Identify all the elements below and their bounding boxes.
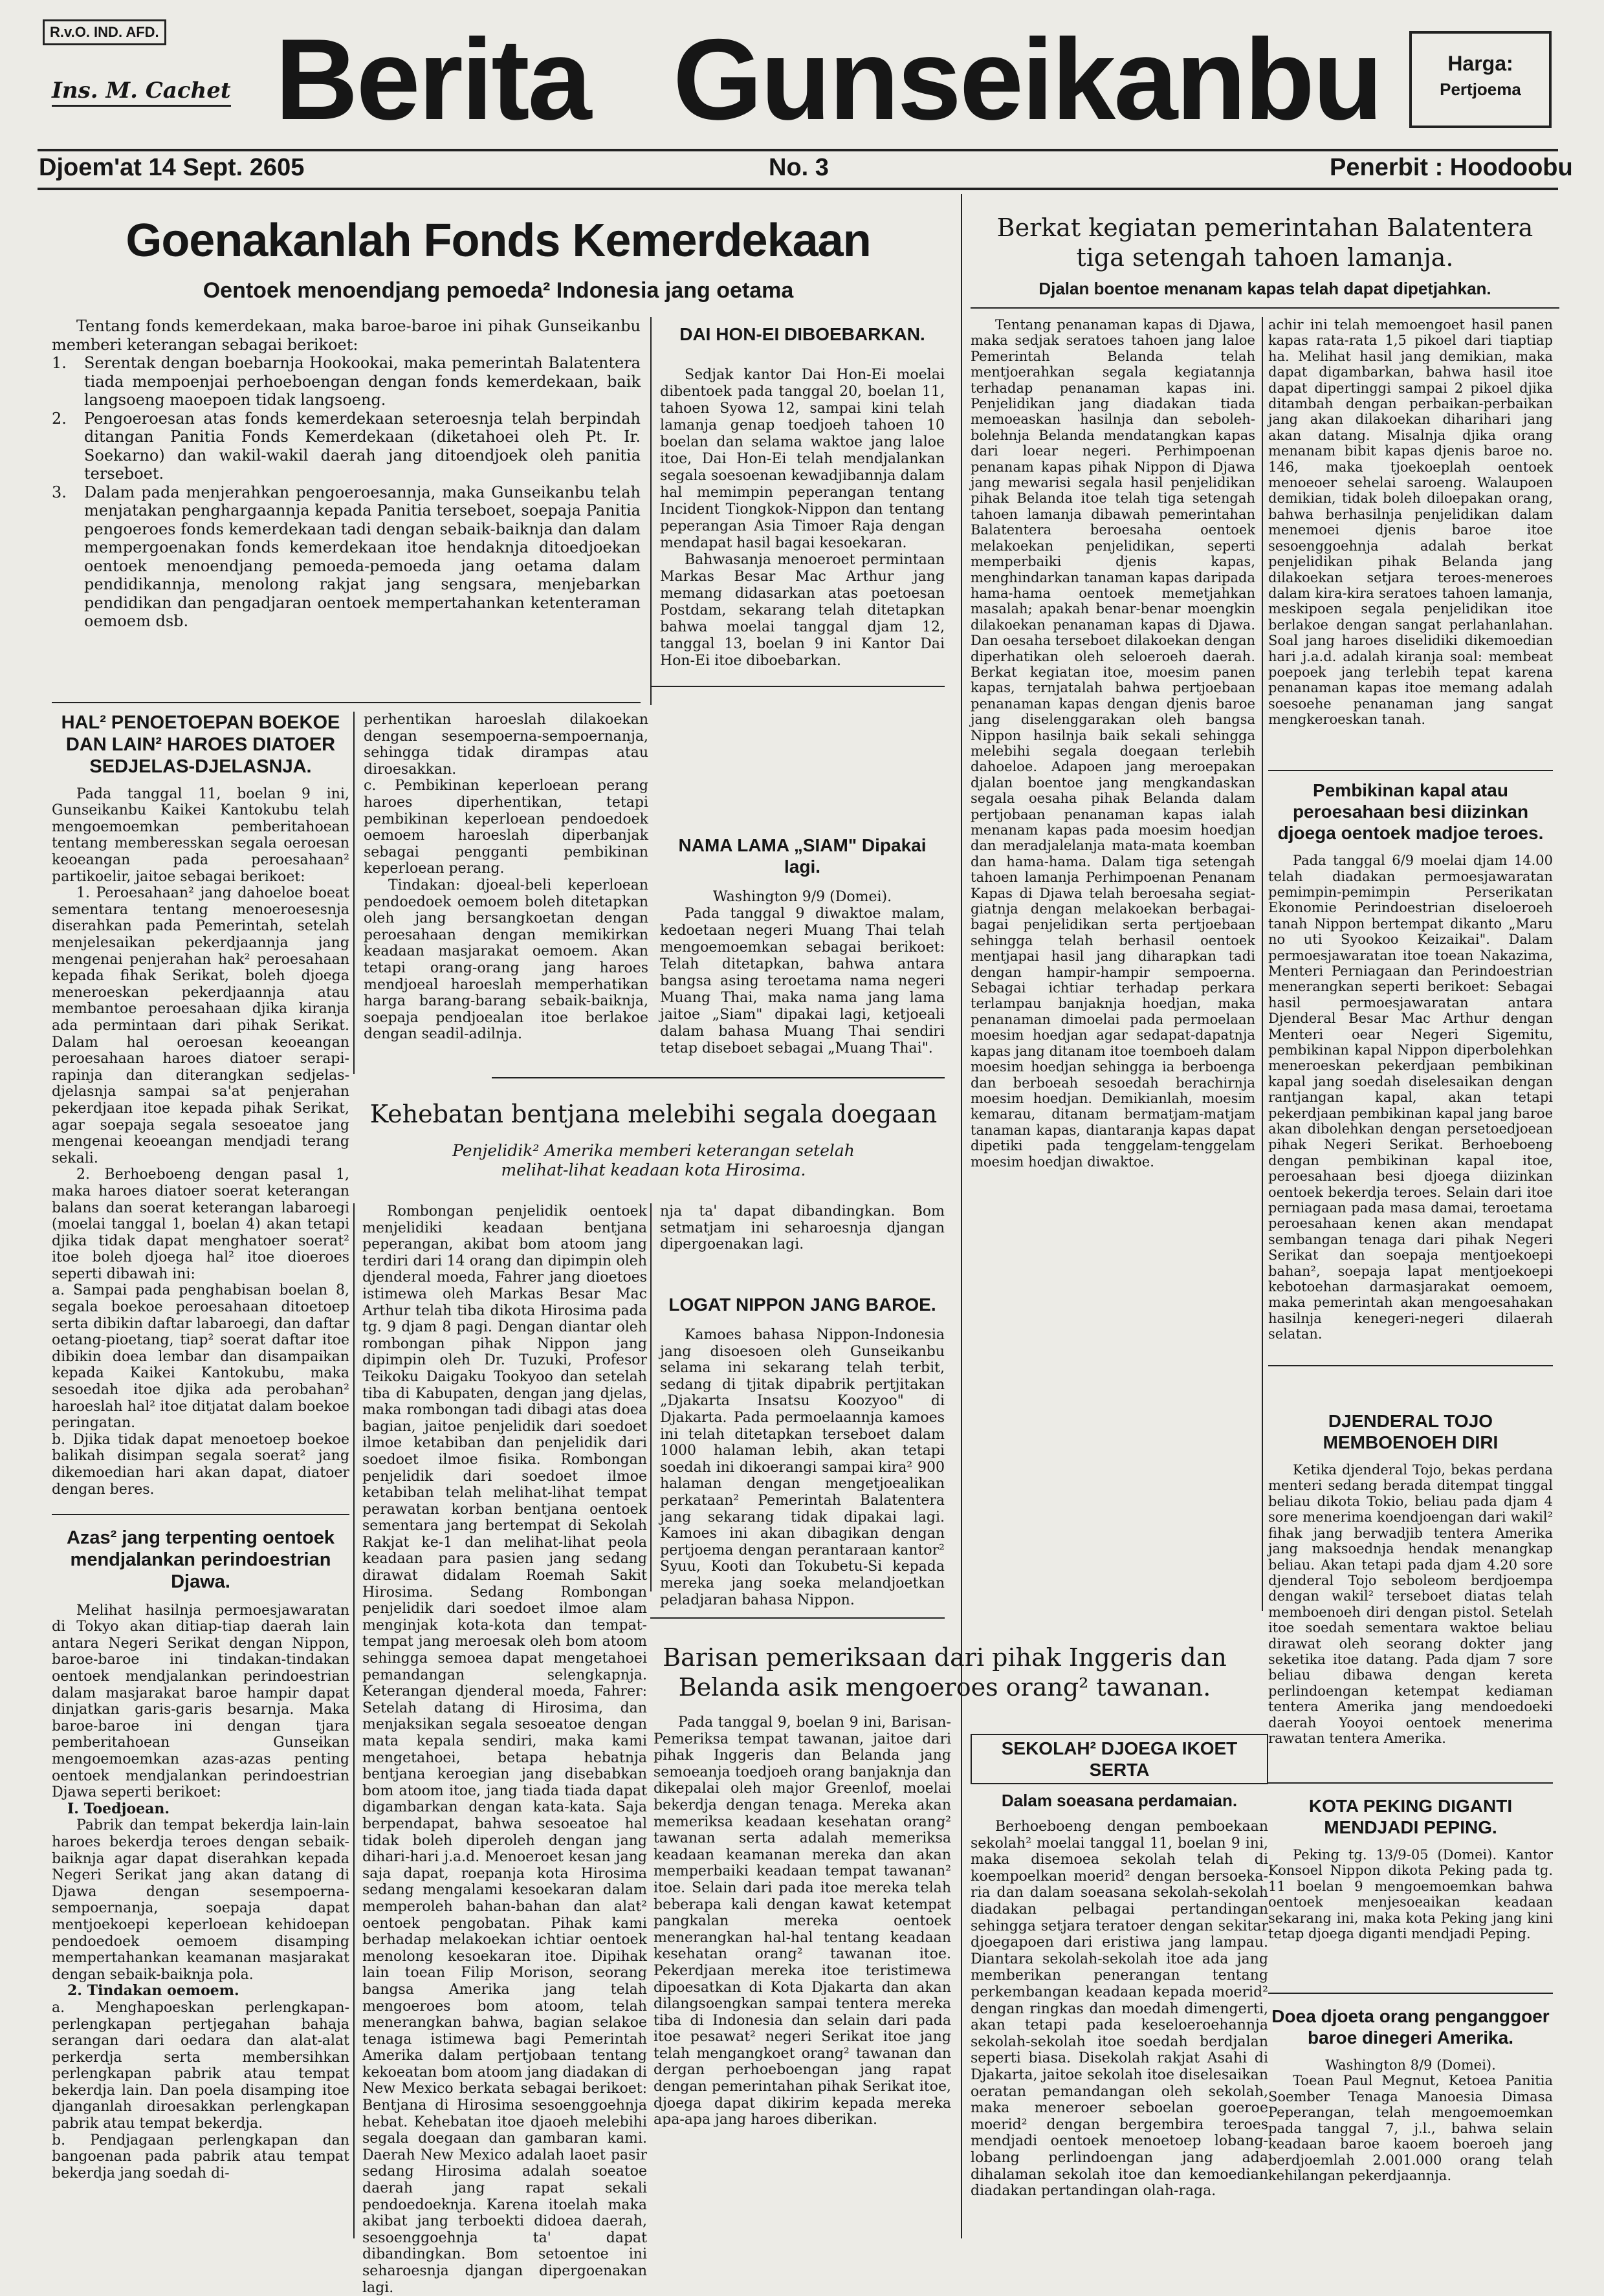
lead-intro: Tentang fonds kemerdekaan, maka baroe-baroe ini pihak Gunseikanbu memberi keterangan sebagai berikoet: bbox=[52, 317, 641, 354]
azas-b: b. Pendjagaan perlengkapan dan bangoenan pada pabrik atau tempat bekerdja jang soedah di- bbox=[52, 2132, 349, 2181]
peking-headline: KOTA PEKING DIGANTI MENDJADI PEPING. bbox=[1308, 1796, 1513, 1838]
penoetoepan-intro: Pada tanggal 11, boelan 9 ini, Gunseikanbu Kaikei Kantokubu telah mengoemoemkan pemberitahoean tentang memberesskan segala oeroesan keoeangan pada peroesahaan² partikoelir, jaitoe sebagai berikoet: bbox=[52, 785, 349, 885]
lead-subheadline: Oentoek menoendjang pemoeda² Indonesia jang oetama bbox=[203, 278, 794, 303]
lead-item-text: Serentak dengan boebarnja Hookookai, maka pemerintah Balatentera tiada mempoenjai perhoeboengan dengan fonds kemerdekaan, baik langsoeng maoepoen tidak langsoeng. bbox=[84, 354, 641, 409]
logat-body: Kamoes bahasa Nippon-Indonesia jang disoesoen oleh Gunseikanbu selama ini sekarang telah terbit, sedang di tjitak dipabrik pertjitakan „Djakarta Insatsu Koozyoo" di Djakarta. Pada permoelaannja kamoes ini telah ditetapkan terseboet dalam 1000 halaman lebih, akan tetapi soedah ini dikoerangi sampai kira² 900 halaman dengan mengetjoealikan perkataan² Pemerintah Balatentera jang sekarang tidak dipakai lagi. Kamoes ini akan dibagikan dengan pertjoema dengan perantaraan kantor² Syuu, Kooti dan Tokubetu-Si kepada mereka jang soeka melandjoetkan peladjaran bahasa Nippon. bbox=[660, 1327, 945, 1608]
stamp-signature: Ins. M. Cachet bbox=[52, 78, 231, 107]
hon-ei-article bbox=[660, 323, 945, 670]
lead-item-mark: 2. bbox=[52, 409, 67, 428]
azas-s2: 2. Tindakan oemoem. bbox=[67, 1982, 239, 2000]
kegiatan-col1 bbox=[971, 317, 1255, 1170]
peking-body: Peking tg. 13/9-05 (Domei). Kantor Konsoel Nippon dikota Peking pada tg. 11 boelan 9 mengoemoemkan bahwa oentoek menjesoeaikan keadaan sekarang ini, maka kota Peking jang kini tetap djoega diganti mendjadi Peping. bbox=[1268, 1847, 1553, 1942]
stamp-box bbox=[38, 14, 251, 111]
kegiatan-body: Tentang penanaman kapas di Djawa, maka sedjak seratoes tahoen jang laloe Pemerintah Belanda telah mentjoerahkan segala kegiatannja terhadap penanaman kapas ini. Penjelidikan jang diadakan tiada memoeaskan hasilnja dan seboleh-bolehnja Belanda mendatangkan kapas dari loear negeri. Perhimpoenan penanam kapas pihak Nippon di Djawa jang mewarisi segala hasil penjelidikan pihak Belanda itoe telah tiga setengah tahoen lamanja dibawah pemerintahan Balatentera beroesaha oentoek melakoekan penjelidikan, seperti memperbaiki djenis kapas, menghindarkan tanaman kapas daripada hama-hama oentoek memetjahkan masalah; apakah benar-benar moengkin dilakoekan penanaman kapas di Djawa. Dan oesaha terseboet dilakoekan dengan diperhatikan oleh seloeroeh daerah. Berkat kegiatan itoe, moesim panen kapas, ternjatalah bahwa pertjoebaan penanaman kapas dengan djenis baroe jang diselenggarakan oleh bangsa Nippon hasilnja baik sekali sehingga melebihi segala doegaan terlebih dahoeloe. Adapoen jang meroepakan djalan boentoe jang mengkandaskan segala oesaha pihak Belanda dalam pertjobaan penanaman kapas ialah menanam kapas pada moesim hoedjan dan meradjalelanja mata-mata koemban dan hama-hama. Dalam tiga setengah tahoen lamanja Perhimpoenan Penanam Kapas di Djawa telah beroesaha segiat-giatnja dengan melakoekan berbagai-bagai penjelidikan serta pertjoebaan sehingga telah berhasil oentoek mentjapai hasil jang diharapkan tadi dengan hampir-hampir sempoerna. Sebagai ichtiar terhadap perkara terlampau banjaknja hoedjan, maka penanaman dimoelai pada permoelaan moesim hoedjan agar sedapat-dapatnja kapas jang ditanam itoe toemboeh dalam moesim hoedjan sehingga ia berboenga dan berboeah sesoedah berachirnja moesim hoedjan. Demikianlah, moesim kemarau, ditanam bermatjam-matjam tanaman kapas, diantaranja kapas dapat dipetiki pada tenggelam-tenggelam moesim hoedjan diwaktoe. bbox=[971, 317, 1255, 1170]
barisan-article bbox=[654, 1643, 1236, 1702]
kapal-body: Pada tanggal 6/9 moelai djam 14.00 telah diadakan permoesjawaratan pemimpin-pemimpin Perserikatan Ekonomie Perindoestrian diseloeroeh tanah Nippon bertempat dikanto „Maru no uti Syookoo Keizaikai". Dalam permoesjawaratan itoe toean Nakazima, Menteri Perniagaan dan Perindoestrian menerangkan seperti berikoet: Sebagai hasil permoesjawaratan antara Djenderal Besar Mac Arthur dengan Menteri oear Negeri Sigemitu, pembikinan kapal Nippon diperbolehkan meneroeskan pekerdjaan pembikinan kapal jang soedah diselesaikan dengan rantjangan kapal, akan tetapi pekerdjaan pembikinan kapal jang baroe akan dibolehkan dengan persetoedjoean pihak Negeri Serikat. Berhoeboeng dengan pembikinan kapal itoe, peroesahaan besi djoega diizinkan oentoek bekerdja teroes. Selain dari itoe perniagaan pada masa damai, teroetama peroesahaan kenen akan mendapat sembangan tenaga dari pihak Negeri Serikat dan soepaja mentjoekoepi bahan², soepaja lapat mentjoekoepi kebotoehan darmasjarakat oemoem, maka pemerintah akan mengoesahakan hasilnja kenegeri-negeri dilaerah selatan. bbox=[1268, 853, 1553, 1342]
siam-dateline: Washington 9/9 (Domei). bbox=[712, 889, 892, 906]
hirosima-body-cont: nja ta' dapat dibandingkan. Bom setmatjam ini seharoesnja djangan dipergoenakan lagi. bbox=[660, 1203, 945, 1253]
lead-item-text: Dalam pada menjerahkan pengoeroesannja, maka Gunseikanbu telah menjatakan penghargaannja kepada Panitia terseboet, soepaja Panitia pengoeroes fonds kemerdekaan tadi dengan sebaik-baiknja dan dalam mempergoenakan fonds kemerdekaan itoe hendaknja ditoedjoekan oentoek menoendjang pemoeda-pemoeda jang oetama dalam pendidikannja, menolong rakjat jang sengsara, menjebarkan pendidikan dan pengadjaran oentoek mempertahankan ketenteraman oemoem dsb. bbox=[84, 483, 641, 630]
doea-body: Toean Paul Megnut, Ketoea Panitia Soember Tenaga Manoesia Dimasa Peperangan, telah mengoemoemkan pada tanggal 7, j.l., bahwa selain keadaan baroe kaoem boeroeh jang berdjoemlah 2.001.000 orang telah kehilangan pekerdjaannja. bbox=[1268, 2073, 1553, 2183]
sekolah-headline: SEKOLAH² DJOEGA IKOET SERTA bbox=[971, 1734, 1268, 1784]
siam-body: Pada tanggal 9 diwaktoe malam, kedoetaan negeri Muang Thai telah mengoemoemkan sebagai berikoet: Telah ditetapkan, bahwa antara bangsa asing teroetama nama negeri Muang Thai, maka nama jang lama jaitoe „Siam" dipakai lagi, ketjoeali dalam bahasa Muang Thai sendiri tetap diseboet sebagai „Muang Thai". bbox=[660, 906, 945, 1057]
stamp-line: R.v.O. IND. AFD. bbox=[43, 19, 166, 45]
tojo-article bbox=[1268, 1410, 1553, 1746]
lead-item-mark: 1. bbox=[52, 354, 67, 372]
penoetoepan-a: a. Sampai pada penghabisan boelan 8, segala boekoe peroesahaan ditoetoep serta dibikin daftar labaroegi, dan daftar oetang-pioetang, tiap² soerat daftar itoe dibikin doea lembar dan disampaikan kepada Kaikei Kantokubu, maka sesoedah itoe djika ada perobahan² haroeslah hal² itoe ditjatat dalam boekoe peringatan. bbox=[52, 1282, 349, 1432]
issue-date: Djoem'at 14 Sept. 2605 bbox=[39, 154, 305, 181]
azas-intro: Melihat hasilnja permoesjawaratan di Tokyo akan ditiap-tiap daerah lain antara Negeri Serikat dengan Nippon, baroe-baroe ini tindakan-tindakan oentoek mendjalankan perindoestrian dalam masjarakat baroe hampir dapat dinjatkan garis-garis besarnja. Maka baroe-baroe ini dengan tjara pemberitahoean Gunseikan mengoemoemkan azas-azas penting oentoek mendjalankan perindoestrian Djawa seperti berikoet: bbox=[52, 1602, 349, 1801]
azas-s1-body: Pabrik dan tempat bekerdja lain-lain haroes bekerdja teroes dengan sebaik-baiknja agar dapat diserahkan kepada Negeri Serikat jang akan datang di Djawa dengan sesempoerna-sempoernanja, soepaja dapat mentjoekoepi keperloean kehidoepan pendoedoek oemoem disamping mempertahankan keamanan masjarakat dengan sebaik-baiknja pola. bbox=[52, 1817, 349, 1983]
penoetoepan-headline: HAL² PENOETOEPAN BOEKOE DAN LAIN² HAROES DIATOER SEDJELAS-DJELASNJA. bbox=[61, 712, 340, 778]
kegiatan-headline: Berkat kegiatan pemerintahan Balatentera tiga setengah tahoen lamanja. bbox=[996, 213, 1533, 272]
kegiatan-subheadline: Djalan boentoe menanam kapas telah dapat dipetjahkan. bbox=[1038, 279, 1491, 299]
peking-article bbox=[1268, 1795, 1553, 1942]
masthead-title-left: Berita bbox=[275, 15, 590, 144]
penoetoepan-col2 bbox=[364, 712, 648, 1043]
azas-article bbox=[52, 1527, 349, 2181]
azas-headline: Azas² jang terpenting oentoek mendjalankan perindoestrian Djawa. bbox=[66, 1527, 335, 1593]
lead-item-mark: 3. bbox=[52, 483, 67, 501]
price-box bbox=[1409, 31, 1552, 128]
azas-a: a. Menghapoeskan perlengkapan-perlengkapan pertjegahan bahaja serangan dari oedara dan alat-alat perkerdja serta membersihkan perlengkapan pabrik atau tempat bekerdja lain. Dan poela disamping itoe djanganlah diroesakkan perlengkapan pabrik atau tempat bekerdja. bbox=[52, 1999, 349, 2132]
doea-article bbox=[1268, 2006, 1553, 2183]
sekolah-body: Berhoeboeng dengan pemboekaan sekolah² moelai tanggal 11, boelan 9 ini, maka disemoea sekolah telah di koempoelkan moerid² dengan bersoeka-ria dan dalam soeasana sekolah-sekolah diadakan pelbagai pertandingan sehingga setjara teratoer dengan sekitar djoegapoen dari eristiwa jang lampau. Diantara sekolah-sekolah itoe ada jang memberikan penerangan tentang perkembangan keadaan kepada moerid² dengan ringkas dan moedah dimengerti, akan tetapi pada keseloeroehannja sekolah-sekolah itoe soedah berdjalan seperti biasa. Disekolah rakjat Asahi di Djakarta, jaitoe sekolah itoe diselesaikan oeratan pemandangan oleh sekolah, maka meneroer seboelan goeroe moerid² dengan bergembira teroes mendjadi oentoek menoetoep lobang-lobang perlindoengan jang ada dihalaman sekolah itoe dan kemoedian diadakan pertandingan olah-raga. bbox=[971, 1819, 1268, 2200]
publisher: Penerbit : Hoodoobu bbox=[1330, 154, 1573, 181]
hirosima-headline: Kehebatan bentjana melebihi segala doegaan bbox=[369, 1100, 938, 1128]
hirosima-subheadline: Penjelidik² Amerika memberi keterangan setelah melihat-lihat keadaan kota Hirosima. bbox=[452, 1141, 855, 1179]
doea-dateline: Washington 8/9 (Domei). bbox=[1325, 2057, 1496, 2073]
lead-item bbox=[52, 354, 641, 410]
issue-number: No. 3 bbox=[769, 154, 829, 181]
kapal-article bbox=[1268, 780, 1553, 1342]
hon-ei-paragraph: Sedjak kantor Dai Hon-Ei moelai dibentoek pada tanggal 20, boelan 11, tahoen Syowa 12, sampai kini telah lamanja genap toedjoeh tahoen 10 boelan dan selama waktoe jang laloe itoe, Dai Hon-Ei telah mendjalankan segala soesoenan kewadjibannja dalam hal memimpin peperangan tentang Incident Tiongkok-Nippon dan tentang peperangan Asia Timoer Raja dengan mendapat hasil bagai kesoekaran. bbox=[660, 367, 945, 552]
doea-headline: Doea djoeta orang penganggoer baroe dinegeri Amerika. bbox=[1271, 2006, 1550, 2048]
lead-item bbox=[52, 483, 641, 631]
lead-article bbox=[52, 213, 945, 303]
barisan-headline: Barisan pemeriksaan dari pihak Inggeris dan Belanda asik mengoeroes orang² tawanan. bbox=[663, 1643, 1227, 1701]
kegiatan-article bbox=[971, 213, 1559, 299]
hirosima-body: Rombongan penjelidik oentoek menjelidiki keadaan bentjana peperangan, akibat bom atoom jang terdiri dari 14 orang dan dipimpin oleh djenderal moeda, Fahrer jang dioetoes istimewa oleh Markas Besar Mac Arthur telah tiba dikota Hirosima pada tg. 9 djam 8 pagi. Dengan diantar oleh rombongan pihak Nippon jang dipimpin oleh Dr. Tuzuki, Profesor Teikoku Daigaku Tookyoo dan setelah tiba di Kabupaten, dengan jang djelas, maka rombongan tadi dibagi atas doea bagian, jaitoe penjelidik dari soedoet ilmoe ketabiban dan penjelidik dari soedoet ilmoe fisika. Rombongan penjelidik dari soedoet ilmoe ketabiban telah melihat-lihat tempat perawatan korban bentjana oentoek sementara jang bertempat di Sekolah Rakjat ke-1 dan melihat-lihat peola keadaan para pasien jang sedang dirawat didalam Roemah Sakit Hirosima. Sedang Rombongan penjelidik dari soedoet ilmoe alam menginjak kota-kota dan tempat-tempat jang meroesak oleh bom atoom sehingga semoea dapat mengetahoei pemandangan selengkapnja. Keterangan djenderal moeda, Fahrer: Setelah datang di Hirosima, dan menjaksikan segala sesoeatoe dengan mata kepala sendiri, maka kami mengetahoei, betapa hebatnja bentjana keroegian jang disebabkan bom atoom itoe, jang tiada tiada dapat digambarkan dengan kata-kata. Saja berpendapat, bahwa sesoeatoe hal tidak boleh diperoleh dengan jang dihari-hari j.a.d. Menoeroet kesan jang saja dapat, roepanja kota Hirosima sedang mengalami kesoekaran dalam memperoleh bahan-bahan dan alat² oentoek pengobatan. Pihak kami berhadap melakoekan ichtiar oentoek menolong kesoekaran itoe. Dipihak lain toean Filip Morison, seorang bangsa Amerika jang telah mengoeroes bom atoom, telah menerangkan bahwa, bagian selakoe tenaga istimewa bagi Pemerintah Amerika dalam pertjobaan tentang kekoeatan bom atoom jang diadakan di New Mexico berkata sebagai berikoet: Bentjana di Hirosima sesoenggoehnja hebat. Kehebatan itoe djaoeh melebihi segala doegaan dan gambaran kami. Daerah New Mexico adalah laoet pasir sedang Hirosima adalah soeatoe daerah jang rapat sekali pendoedoeknja. Karena itoelah maka akibat jang terboekti didoea daerah, sesoenggoehnja ta' dapat dibandingkan. Bom setoentoe ini seharoesnja djangan dipergoenakan lagi. bbox=[362, 1203, 647, 2296]
lead-body bbox=[52, 317, 641, 631]
hirosima-article bbox=[362, 1100, 945, 1180]
lead-headline: Goenakanlah Fonds Kemerdekaan bbox=[126, 215, 871, 267]
barisan-text: Pada tanggal 9, boelan 9 ini, Barisan-Pemeriksa tempat tawanan, jaitoe dari pihak Inggeris dan Belanda jang semoeanja toedjoeh orang banjaknja dan dikepalai oleh major Greenlof, moelai bekerdja dengan tenaga. Mereka akan memeriksa keadaan kesehatan orang² tawanan serta adalah memeriksa keadaan keamanan mereka dan akan memperbaiki keadaan tempat tawanan² itoe. Selain dari pada itoe mereka telah beberapa kali dengan kawat ketempat pangkalan mereka oentoek menerangkan hal-hal tentang keadaan kesehatan orang² tawanan itoe. Pekerdjaan mereka itoe teristimewa dipoesatkan di Kota Djakarta dan akan dilangsoengkan sampai tentera mereka tiba di Indonesia dan selain dari pada itoe pesawat² negeri Serikat itoe jang telah mengangkoet orang² tawanan dan dergan perhoeboengan jang rapat dengan pemerintahan pihak Serikat itoe, djoega dapat dikirim kepada mereka apa-apa jang haroes diberikan. bbox=[654, 1714, 951, 2128]
penoetoepan-p1: 1. Peroesahaan² jang dahoeloe boeat sementara tentang menoeroesesnja diserahkan pada Pemerintah, setelah menjelesaikan pekerdjaannja jang mengenai penjerahan hak² peroesahaan kepada fihak Serikat, boleh djoega meneroeskan pekerdjaannja atau membantoe peroesahaan djika kiranja ada permintaan dari pihak Serikat. Dalam hal oeroesan keoeangan peroesahaan haroes diatoer serapi-rapinja dan diterangkan sedjelas-djelasnja sampai sa'at penjerahan pekerdjaan itoe kepada pihak Serikat, agar soepaja segala sesoeatoe jang mengenai keoeangan mendjadi terang sekali. bbox=[52, 885, 349, 1166]
logat-headline: LOGAT NIPPON JANG BAROE. bbox=[668, 1295, 936, 1315]
kapal-headline: Pembikinan kapal atau peroesahaan besi diizinkan djoega oentoek madjoe teroes. bbox=[1277, 780, 1544, 844]
siam-headline: NAMA LAMA „SIAM" Dipakai lagi. bbox=[678, 835, 927, 877]
penoetoepan-c: c. Pembikinan keperloean perang haroes diperhentikan, tetapi pembikinan keperloean pendoedoek oemoem haroeslah diperbanjak sebagai pengganti pembikinan keperloean perang. bbox=[364, 778, 648, 877]
azas-s1: I. Toedjoean. bbox=[67, 1800, 170, 1817]
penoetoepan-col2-text: perhentikan haroeslah dilakoekan dengan sesempoerna-sempoernanja, sehingga tidak dirampas atau diroesakkan. bbox=[364, 712, 648, 778]
price-value: Pertjoema bbox=[1440, 80, 1521, 99]
hirosima-col2 bbox=[660, 1203, 945, 1253]
hirosima-col1 bbox=[362, 1203, 647, 2296]
price-label: Harga: bbox=[1447, 52, 1513, 75]
penoetoepan-p2: 2. Berhoeboeng dengan pasal 1, maka haroes diatoer soerat keterangan balans dan soerat keterangan labaroegi (moelai tanggal 1, boelan 4) akan tetapi djika tidak dapat menghatoer soerat² itoe boleh djoega hal² itoe dioeroes seperti dibawah ini: bbox=[52, 1166, 349, 1282]
kegiatan-col2 bbox=[1268, 317, 1553, 728]
kegiatan-body-cont: achir ini telah memoengoet hasil panen kapas rata-rata 1,5 pikoel dari tiaptiap ha. Melihat hasil jang demikian, maka dapat digambarkan, bahwa hasil itoe dapat dipertinggi sampai 2 pikoel djika ditambah dengan perbaikan-perbaikan jang akan dilakoekan diharihari jang akan datang. Misalnja djika orang menanam bibit kapas djenis baroe no. 146, maka tjoekoeplah oentoek menoeoer sehelai saroeng. Walaupoen demikian, tidak boleh diloepakan orang, bahwa berhasilnja penjelidikan dalam menemoei djenis baroe itoe sesoenggoehnja adalah berkat penjelidikan pihak Belanda jang dilakoekan setjara teroes-meneroes dalam kira-kira seratoes tahoen lamanja, meskipoen segala penjelidikan itoe berlakoe dengan sangat perlahanlahan. Soal jang haroes diselidiki dikemoedian hari j.a.d. adalah kiranja soal: membeat poepoek jang terlebih tepat karena penanaman kapas itoe memang adalah soesoehe penanaman jang sangat mengkeroeskan tanah. bbox=[1268, 317, 1553, 728]
barisan-body bbox=[654, 1714, 951, 2128]
siam-article bbox=[660, 835, 945, 1057]
sekolah-article bbox=[971, 1734, 1268, 2200]
hon-ei-paragraph: Bahwasanja menoeroet permintaan Markas Besar Mac Arthur jang memang didasarkan atas poetoesan Postdam, sekarang telah ditetapkan bahwa moelai tanggal djam 12, tanggal 13, boelan 9 ini Kantor Dai Hon-Ei itoe diboebarkan. bbox=[660, 552, 945, 670]
hon-ei-headline: DAI HON-EI DIBOEBARKAN. bbox=[679, 324, 925, 344]
masthead-title-right: Gunseikanbu bbox=[673, 15, 1381, 144]
sekolah-subheadline: Dalam soeasana perdamaian. bbox=[1001, 1791, 1238, 1811]
tojo-body: Ketika djenderal Tojo, bekas perdana menteri sedang berada ditempat tinggal beliau dikota Tokio, beliau pada djam 4 sore menerima koendjoengan dari wakil² fihak jang berwadjib tentera Amerika jang maksoednja hendak menangkap beliau. Akan tetapi pada djam 4.20 sore djenderal Tojo seboleom berdjoempa dengan wakil² terseboet diatas telah memboenoeh diri dengan pistol. Setelah itoe soedah sementara waktoe beliau dirawat oleh seorang dokter jang seketika itoe datang. Pada djam 7 sore beliau dibawa dengan kereta perlindoengan ketempat kediaman tentera Amerika jang mendoedoeki daerah Yooyoi oentoek menerima rawatan tentera Amerika. bbox=[1268, 1462, 1553, 1746]
lead-item-text: Pengoeroesan atas fonds kemerdekaan seteroesnja telah berpindah ditangan Panitia Fonds Kemerdekaan (diketahoei oleh Pt. Ir. Soekarno) dan wakil-wakil daerah jang ditoendjoek oleh panitia terseboet. bbox=[84, 409, 641, 483]
lead-item bbox=[52, 410, 641, 483]
tojo-headline: DJENDERAL TOJO MEMBOENOEH DIRI bbox=[1323, 1411, 1499, 1453]
penoetoepan-col2b: Tindakan: djoeal-beli keperloean pendoedoek oemoem boleh ditetapkan oleh jang bersangkoetan dengan peroesahaan dengan memikirkan keadaan masjarakat oemoem. Akan tetapi orang-orang jang haroes mendjoeal haroeslah memperhatikan harga barang-barang sebaik-baiknja, soepaja pendjoealan itoe berlakoe dengan seadil-adilnja. bbox=[364, 877, 648, 1043]
penoetoepan-b: b. Djika tidak dapat menoetoep boekoe balikah disimpan segala soerat² jang dikemoedian hari akan dapat, diatoer dengan beres. bbox=[52, 1431, 349, 1498]
logat-article bbox=[660, 1294, 945, 1608]
